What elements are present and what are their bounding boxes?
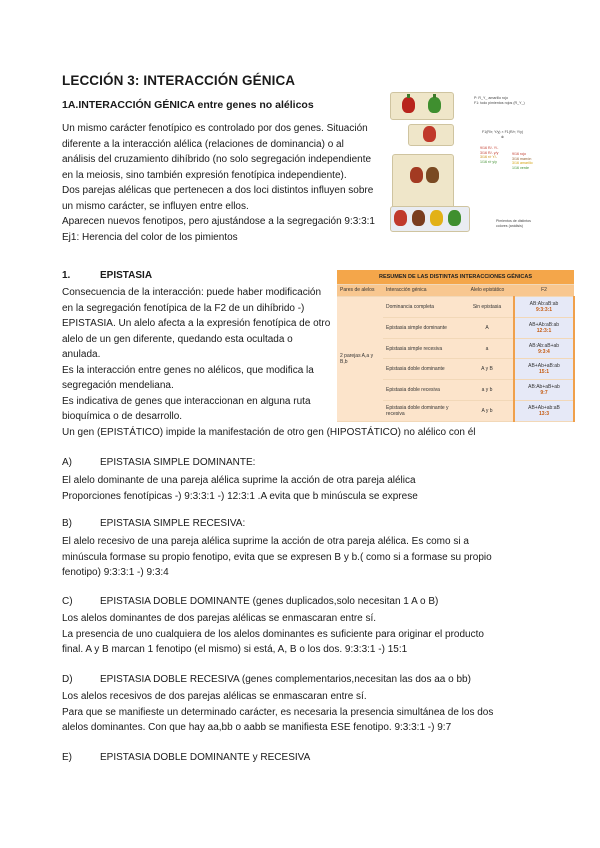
interaction-cell: Epistasia doble dominante y recesiva [383,401,461,422]
figure-legend [474,96,525,105]
text-line: alelo de un gen diferente, quedando esta ocultada o [62,333,293,345]
stem-icon [407,94,410,98]
note-line: colores (análisis) [496,223,523,228]
interaction-cell: Epistasia simple dominante [383,317,461,338]
section-letter: C) [62,596,73,607]
f2-cell [514,401,574,422]
f2-cell [514,297,574,318]
section-heading-a [62,457,255,468]
text-line: EPISTASIA. Un alelo afecta a la expresión fenotípica de otro [62,318,331,329]
f2-formula: AB:Ab+aB+ab [528,384,560,391]
text-line: diferente a la interacción alélica (relaciones de dominancia) o al [62,138,344,150]
text-line: El alelo recesivo de una pareja alélica suprime la acción de otra pareja alélica. Es como si a [62,536,469,547]
cross-line: F1(R/r; Y/y) × F1(R/r; Y/y) [482,130,524,134]
genotype-ratios [480,146,498,164]
red-pepper-icon [410,167,423,183]
f2-formula: AB+Ab+aB:ab [528,363,560,370]
f2-panel [392,154,454,214]
f2-formula: AB:Ab:aB:ab [529,300,559,307]
interactions-summary-table [337,270,575,422]
section-a-paragraph [62,473,418,504]
red-pepper-icon [394,210,407,226]
stem-icon [433,94,436,98]
text-line: Para que se manifieste un determinado carácter, es necesaria la presencia simultánea de los dos [62,706,494,718]
text-line: Un gen (EPISTÁTICO) impide la manifestación de otro gen (HIPOSTÁTICO) no alélico con él [62,426,476,438]
intro-paragraph [62,121,375,245]
f2-formula: AB+Ab+ab:aB [528,405,560,412]
ratio-red: 9/16 rojo [512,152,526,156]
interaction-cell: Epistasia simple recesiva [383,338,461,359]
section-letter: E) [62,752,72,763]
text-line: fenotipo) 9:3:3:1 -) 9:3:4 [62,567,169,578]
text-line: alelos dominantes. Con que hay aa,bb o aabb se manifiesta ESE fenotipo. 9:3:3:1 -) 9:7 [62,722,452,733]
pair-label: 2 parejas A,a y B,b [337,297,383,422]
section-heading-epistasia [62,270,152,281]
text-line: La presencia de uno cualquiera de los alelos dominantes es suficiente para originar el producto [62,628,484,640]
section-heading-extra: (genes complementarios,necesitan las dos aa o bb) [239,674,471,685]
table-header: Alelo epistático [461,284,514,296]
text-line: Ej1: Herencia del color de los pimientos [62,231,238,243]
ratio-line: 1/16 r/r y/y [480,159,497,164]
section-heading-b [62,518,245,529]
section-heading-text: EPISTASIA DOBLE DOMINANTE [100,596,250,607]
epistatic-cell: a y b [461,380,514,401]
f2-cell [514,380,574,401]
cross-line: ⊗ [501,134,505,139]
f2-ratio: 9:7 [540,390,548,397]
phenotype-ratios [512,152,533,170]
section-letter: D) [62,674,73,685]
section-heading-d [62,674,471,685]
legend-line: F1: todo pimientos rojos (R_Y_) [474,100,525,105]
pepper-inheritance-figure [390,92,540,232]
section-letter: A) [62,457,72,468]
text-line: Un mismo carácter fenotípico es controlado por dos genes. Situación [62,123,368,134]
text-line: Es indicativa de genes que interaccionan en alguna ruta [62,395,311,407]
text-line: Los alelos dominantes de dos parejas alélicas se enmascaran entre sí. [62,613,377,624]
epistatic-cell: A [461,317,514,338]
table-header: Interacción génica [383,284,461,296]
section-heading-text: EPISTASIA [100,270,153,281]
section-d-paragraph [62,689,493,736]
yellow-pepper-icon [430,210,443,226]
text-line: un mismo carácter, se influyen entre ellos. [62,200,249,212]
epistatic-cell: a [461,338,514,359]
note-line: Pimientos de distintos [496,219,531,223]
f2-ratio: 9:3:4 [538,348,550,355]
f2-ratio: 15:1 [538,369,549,376]
ratio-yellow: 3/16 amarillo [512,161,533,166]
interaction-cell: Epistasia doble recesiva [383,380,461,401]
f2-ratio: 13:3 [538,411,549,418]
table-row [337,297,574,318]
f2-formula: AB+Ab:aB:ab [528,321,560,328]
green-pepper-icon [448,210,461,226]
table-header: F2 [514,284,574,296]
section-heading-c [62,596,438,607]
text-line: bioquímica o de desarrollo. [62,411,183,422]
red-pepper-icon [423,126,436,142]
section-heading-e [62,752,310,763]
section-heading-text: EPISTASIA SIMPLE DOMINANTE: [100,457,256,468]
interaction-cell: Epistasia doble dominante [383,359,461,380]
legend-line: P: R_Y_ amarillo rojo [474,96,508,100]
interaction-cell: Dominancia completa [383,297,461,318]
section-heading-text: EPISTASIA SIMPLE RECESIVA: [100,518,246,529]
text-line: El alelo dominante de una pareja alélica suprime la acción de otra pareja alélica [62,475,416,486]
text-line: Dos parejas alélicas que pertenecen a dos loci distintos influyen sobre [62,185,374,196]
f2-formula: AB:Ab:aB+ab [528,342,560,349]
f2-ratio: 12:3:1 [536,327,552,334]
f2-cell [514,317,574,338]
epistatic-cell: Sin epistasia [461,297,514,318]
section-subtitle: 1A.INTERACCIÓN GÉNICA entre genes no alélicos [62,99,314,111]
section-heading-text: EPISTASIA DOBLE DOMINANTE y RECESIVA [100,752,311,763]
ratio-line: 3/16 R/- y/y [480,150,499,155]
cross-label [482,130,523,139]
section-heading-extra: (genes duplicados,solo necesitan 1 A o B) [249,596,439,607]
text-line: en la segregación fenotípica de la F2 de un dihíbrido -) [62,302,305,314]
red-pepper-icon [402,97,415,113]
ratio-line: 3/16 r/r Y/- [480,155,497,160]
text-line: final. A y B marcan 1 fenotipo (el mismo) si está, A, B o los dos. 9:3:3:1 -) 15:1 [62,644,408,655]
section-c-paragraph [62,611,484,658]
ratio-brown: 3/16 marrón [512,156,532,161]
text-line: Aparecen nuevos fenotipos, pero ajustándose a la segregación 9:3:3:1 [62,216,375,227]
f2-cell [514,359,574,380]
section-heading-text: EPISTASIA DOBLE RECESIVA [100,674,240,685]
green-pepper-icon [428,97,441,113]
text-line: análisis del cruzamiento dihíbrido (no solo segregación independiente [62,154,372,165]
section-number: 1. [62,270,71,281]
text-line: en la meiosis, sino también expresión fenotípica independiente). [62,169,347,181]
ratio-green: 1/16 verde [512,165,529,170]
figure-note [496,219,531,228]
parental-panel [390,92,454,120]
brown-pepper-icon [426,167,439,183]
section-b-paragraph [62,534,492,581]
brown-pepper-icon [412,210,425,226]
text-line: Es la interacción entre genes no alélicos, que modifica la [62,364,314,376]
epistatic-cell: A y B [461,359,514,380]
text-line: minúscula formase su propio fenotipo, evita que se expresen B y b.( como si a formase su propio [62,551,492,563]
text-line: anulada. [62,349,101,360]
table-title: RESUMEN DE LAS DISTINTAS INTERACCIONES GÉNICAS [337,270,574,284]
f2-ratio: 9:3:3:1 [535,306,553,313]
table-header: Pares de alelos [337,284,383,296]
epistatic-cell: A y b [461,401,514,422]
section-letter: B) [62,518,72,529]
text-line: Los alelos recesivos de dos parejas alélicas se enmascaran entre sí. [62,691,367,702]
page-title: LECCIÓN 3: INTERACCIÓN GÉNICA [62,73,296,88]
f2-cell [514,338,574,359]
ratio-line: 9/16 R/- Y/- [480,146,499,150]
text-line: Consecuencia de la interacción: puede haber modificación [62,287,322,298]
text-line: Proporciones fenotípicas -) 9:3:3:1 -) 12:3:1 .A evita que b minúscula se exprese [62,490,418,502]
text-line: segregación mendeliana. [62,380,174,391]
